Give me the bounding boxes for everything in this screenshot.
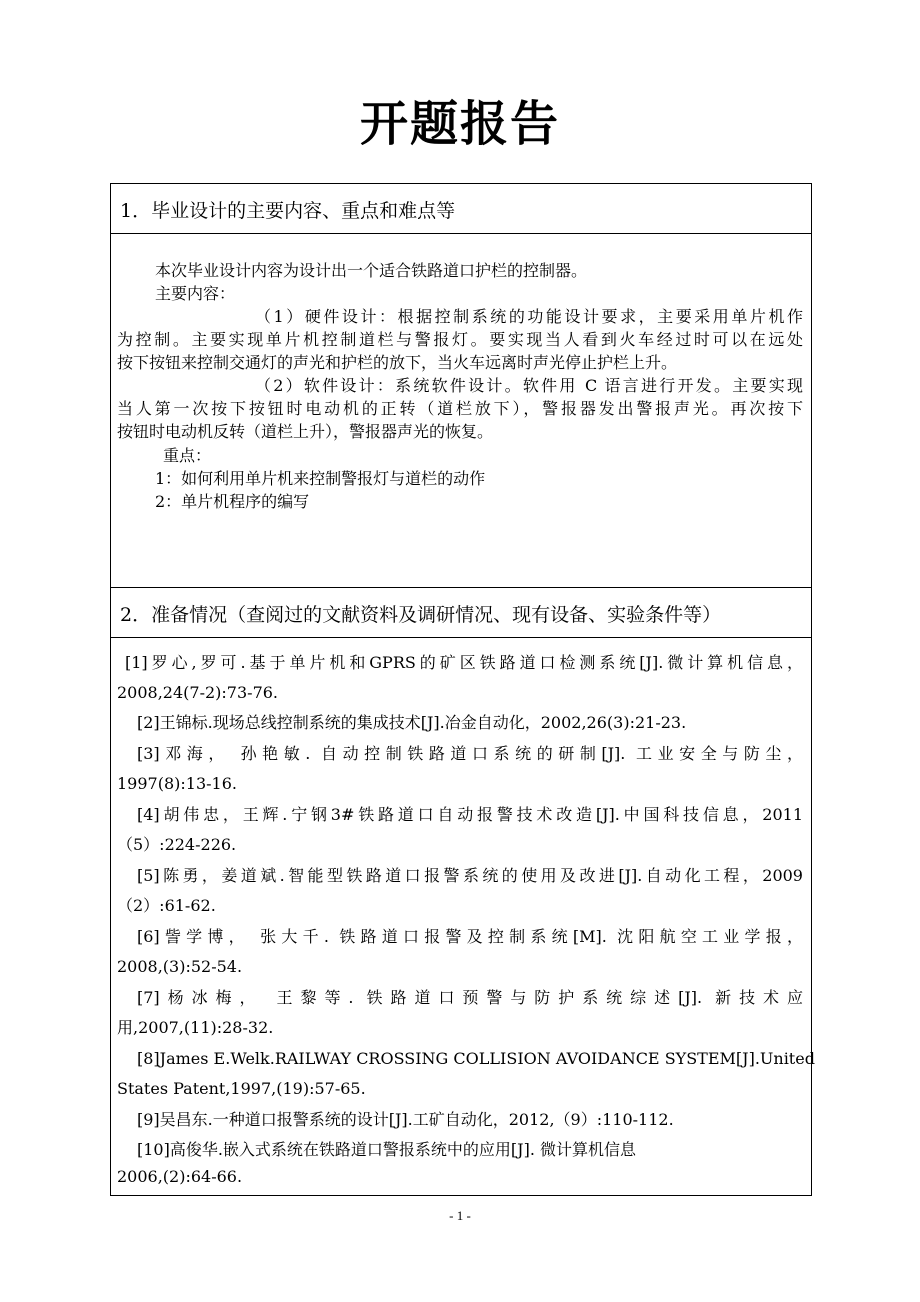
section1-line: 主要内容： [155, 284, 236, 303]
reference-line: [9]吴昌东.一种道口报警系统的设计[J].工矿自动化，2012,（9）:110-112. [137, 1110, 674, 1129]
reference-line: （2）:61-62. [117, 896, 216, 915]
reference-line: 2008,24(7-2):73-76. [117, 683, 279, 702]
reference-line: [6]訾学博， 张大千. 铁路道口报警及控制系统[M]. 沈阳航空工业学报， [137, 927, 803, 946]
reference-line: [7]杨冰梅， 王黎等. 铁路道口预警与防护系统综述[J]. 新技术应 [137, 988, 803, 1007]
reference-line: 2008,(3):52-54. [117, 957, 243, 976]
page-number: - 1 - [449, 1208, 471, 1223]
reference-line: [1]罗心,罗可.基于单片机和GPRS的矿区铁路道口检测系统[J].微计算机信息， [125, 653, 803, 672]
page-title: 开题报告 [359, 96, 560, 152]
reference-line: [5]陈勇，姜道斌.智能型铁路道口报警系统的使用及改进[J].自动化工程，2009 [137, 866, 803, 885]
reference-line: [4]胡伟忠，王辉.宁钢3#铁路道口自动报警技术改造[J].中国科技信息，2011 [137, 805, 803, 824]
section2-heading: 2．准备情况（查阅过的文献资料及调研情况、现有设备、实验条件等） [111, 588, 811, 638]
section2-references [111, 638, 815, 1195]
reference-line: [10]高俊华.嵌入式系统在铁路道口警报系统中的应用[J]. 微计算机信息 [137, 1140, 637, 1159]
reference-line: [3]邓海， 孙艳敏. 自动控制铁路道口系统的研制[J]. 工业安全与防尘， [137, 744, 803, 763]
reference-line: States Patent,1997,(19):57-65. [117, 1079, 366, 1098]
section1-line: 为控制。主要实现单片机控制道栏与警报灯。要实现当人看到火车经过时可以在远处 [117, 330, 803, 349]
section1-heading: 1．毕业设计的主要内容、重点和难点等 [111, 184, 811, 234]
section1-line: （2）软件设计：系统软件设计。软件用 C 语言进行开发。主要实现 [255, 376, 803, 395]
section1-line: 2：单片机程序的编写 [155, 492, 310, 511]
section1-body [111, 234, 811, 588]
reference-line: （5）:224-226. [117, 835, 237, 854]
section1-line: （1）硬件设计：根据控制系统的功能设计要求，主要采用单片机作 [255, 307, 803, 326]
section1-line: 重点： [163, 446, 212, 465]
reference-line: 用,2007,(11):28-32. [117, 1018, 274, 1037]
reference-line: 2006,(2):64-66. [117, 1167, 243, 1186]
section1-line: 当人第一次按下按钮时电动机的正转（道栏放下），警报器发出警报声光。再次按下 [117, 399, 803, 418]
section1-line: 按钮时电动机反转（道栏上升），警报器声光的恢复。 [117, 422, 494, 441]
report-table [110, 183, 815, 1196]
reference-line: 1997(8):13-16. [117, 774, 237, 793]
section1-line: 本次毕业设计内容为设计出一个适合铁路道口护栏的控制器。 [155, 261, 588, 280]
section1-line: 按下按钮来控制交通灯的声光和护栏的放下，当火车远离时声光停止护栏上升。 [117, 353, 678, 372]
section1-line: 1：如何利用单片机来控制警报灯与道栏的动作 [155, 469, 486, 488]
reference-line: [2]王锦标.现场总线控制系统的集成技术[J].冶金自动化，2002,26(3):21-23. [137, 713, 687, 732]
reference-line: [8]James E.Welk.RAILWAY CROSSING COLLISION AVOIDANCE SYSTEM[J].United [137, 1049, 815, 1068]
